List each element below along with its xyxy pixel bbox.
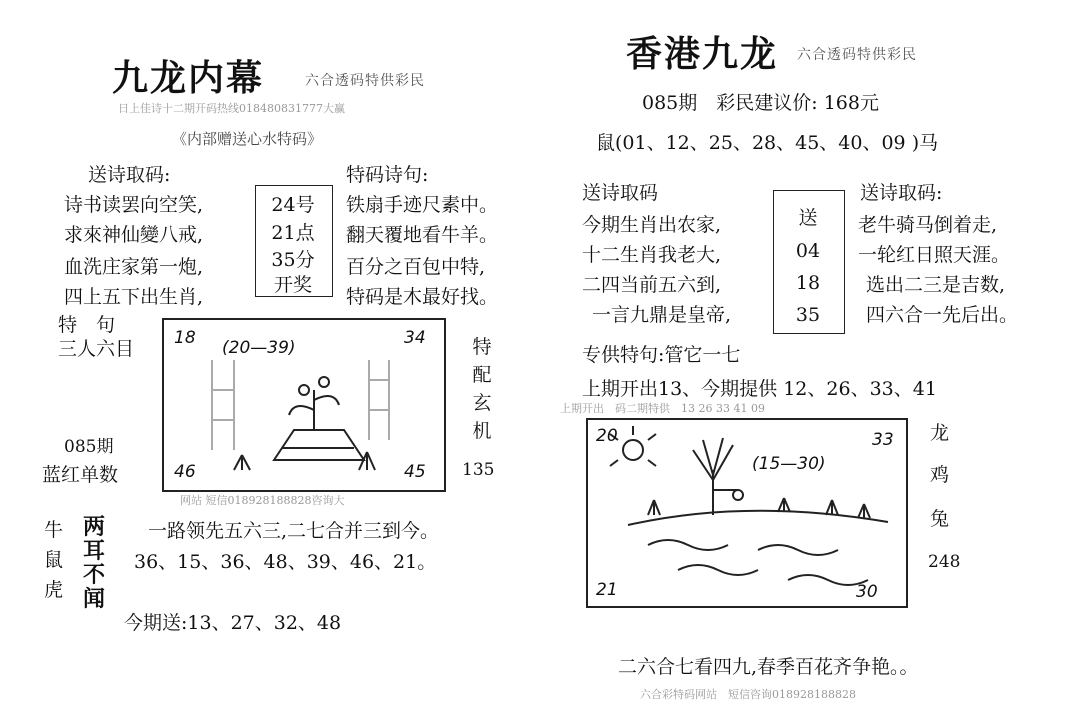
right-faint-line: 上期开出 码二期特供 13 26 33 41 09 bbox=[560, 402, 765, 415]
left-title: 九龙内幕 bbox=[112, 57, 265, 99]
left-poem-header-left: 送诗取码: bbox=[88, 164, 171, 186]
teju-label: 特 句 bbox=[58, 314, 116, 336]
right-side-zodiac-1: 龙 bbox=[930, 422, 950, 444]
lanhong-label: 蓝红单数 bbox=[42, 464, 119, 486]
bold-vertical-phrase: 两耳不闻 bbox=[82, 514, 105, 612]
left-box-line-1: 24号 bbox=[271, 194, 315, 216]
left-poem-line-2: 求來神仙變八戒, bbox=[64, 224, 204, 246]
left-sketch-bl: 46 bbox=[174, 462, 196, 482]
right-poem-header-right: 送诗取码: bbox=[860, 182, 943, 204]
left-box-line-4: 开奖 bbox=[273, 274, 312, 296]
left-poem-header-right: 特码诗句: bbox=[346, 164, 429, 186]
right-shu-line: 鼠(01、12、25、28、45、40、09 )马 bbox=[596, 132, 939, 154]
right-poem-right-1: 老牛骑马倒着走, bbox=[858, 214, 998, 236]
right-sketch-br: 30 bbox=[856, 582, 878, 602]
left-sketch-br: 45 bbox=[404, 462, 426, 482]
zodiac-shu: 鼠 bbox=[44, 549, 64, 571]
left-period: 085期 bbox=[64, 437, 114, 457]
right-title: 香港九龙 bbox=[626, 33, 779, 75]
right-sketch-range: (15—30) bbox=[752, 454, 826, 474]
zodiac-hu: 虎 bbox=[44, 579, 64, 601]
right-poem-line-2: 十二生肖我老大, bbox=[582, 244, 722, 266]
right-subtitle: 六合透码特供彩民 bbox=[797, 47, 917, 63]
left-sketch-tl: 18 bbox=[174, 328, 196, 348]
right-box-line-4: 35 bbox=[795, 304, 821, 326]
left-sketch-drawing bbox=[164, 320, 444, 490]
right-special-line: 专供特句:管它一七 bbox=[582, 344, 741, 366]
right-box-line-3: 18 bbox=[795, 272, 821, 294]
right-poem-line-4-left: 特码是木最好找。 bbox=[346, 286, 499, 308]
left-box-line-3: 35分 bbox=[271, 249, 315, 271]
right-sketch-box bbox=[586, 418, 908, 608]
right-sketch-tr: 33 bbox=[872, 430, 894, 450]
left-hotline-faint: 网站 短信018928188828咨询大 bbox=[180, 494, 345, 507]
left-box-line-2: 21点 bbox=[271, 222, 315, 244]
right-price-line: 085期 彩民建议价: 168元 bbox=[642, 92, 879, 114]
left-line-2: 36、15、36、48、39、46、21。 bbox=[134, 551, 437, 573]
right-poem-right-4: 四六合一先后出。 bbox=[866, 304, 1019, 326]
right-poem-line-1-left: 铁扇手迹尺素中。 bbox=[346, 194, 499, 216]
right-last-period-line: 上期开出13、今期提供 12、26、33、41 bbox=[582, 378, 937, 400]
right-sketch-tl: 20 bbox=[596, 426, 618, 446]
left-sketch-range: (20—39) bbox=[222, 338, 296, 358]
left-inner-note: 《内部赠送心水特码》 bbox=[172, 130, 323, 148]
right-sketch-drawing bbox=[588, 420, 906, 606]
left-faint-line: 日上佳诗十二期开码热线018480831777大赢 bbox=[118, 102, 345, 115]
right-box-line-1: 送 bbox=[798, 207, 818, 229]
left-send-line: 今期送:13、27、32、48 bbox=[124, 612, 342, 634]
left-sketch-box bbox=[162, 318, 446, 492]
right-side-number: 248 bbox=[928, 552, 961, 572]
right-bottom-faint: 六合彩特码网站 短信咨询018928188828 bbox=[640, 688, 856, 701]
right-side-zodiac-3: 兔 bbox=[930, 508, 950, 530]
left-poem-line-1: 诗书读罢向空笑, bbox=[64, 194, 204, 216]
right-poem-line-1: 今期生肖出农家, bbox=[582, 214, 722, 236]
right-bottom-line: 二六合七看四九,春季百花齐争艳。。 bbox=[618, 656, 919, 678]
right-sketch-bl: 21 bbox=[596, 580, 618, 600]
left-subtitle: 六合透码特供彩民 bbox=[305, 73, 425, 89]
right-poem-header-left: 送诗取码 bbox=[582, 182, 659, 204]
left-sketch-tr: 34 bbox=[404, 328, 426, 348]
left-poem-line-4: 四上五下出生肖, bbox=[64, 286, 204, 308]
right-box-line-2: 04 bbox=[795, 240, 821, 262]
left-line-1: 一路领先五六三,二七合并三到今。 bbox=[148, 520, 440, 542]
right-poem-line-3-left: 百分之百包中特, bbox=[346, 256, 486, 278]
teju-value: 三人六目 bbox=[58, 338, 135, 360]
left-poem-line-3: 血洗庄家第一炮, bbox=[64, 256, 204, 278]
right-poem-line-4: 一言九鼎是皇帝, bbox=[592, 304, 732, 326]
right-poem-line-3: 二四当前五六到, bbox=[582, 274, 722, 296]
right-poem-right-2: 一轮红日照天涯。 bbox=[858, 244, 1011, 266]
zodiac-niu: 牛 bbox=[44, 519, 64, 541]
left-side-number: 135 bbox=[462, 460, 495, 480]
right-poem-right-3: 选出二三是吉数, bbox=[866, 274, 1006, 296]
right-poem-line-2-left: 翻天覆地看牛羊。 bbox=[346, 224, 499, 246]
right-side-zodiac-2: 鸡 bbox=[930, 464, 950, 486]
left-side-vertical: 特配玄机 bbox=[472, 336, 492, 442]
